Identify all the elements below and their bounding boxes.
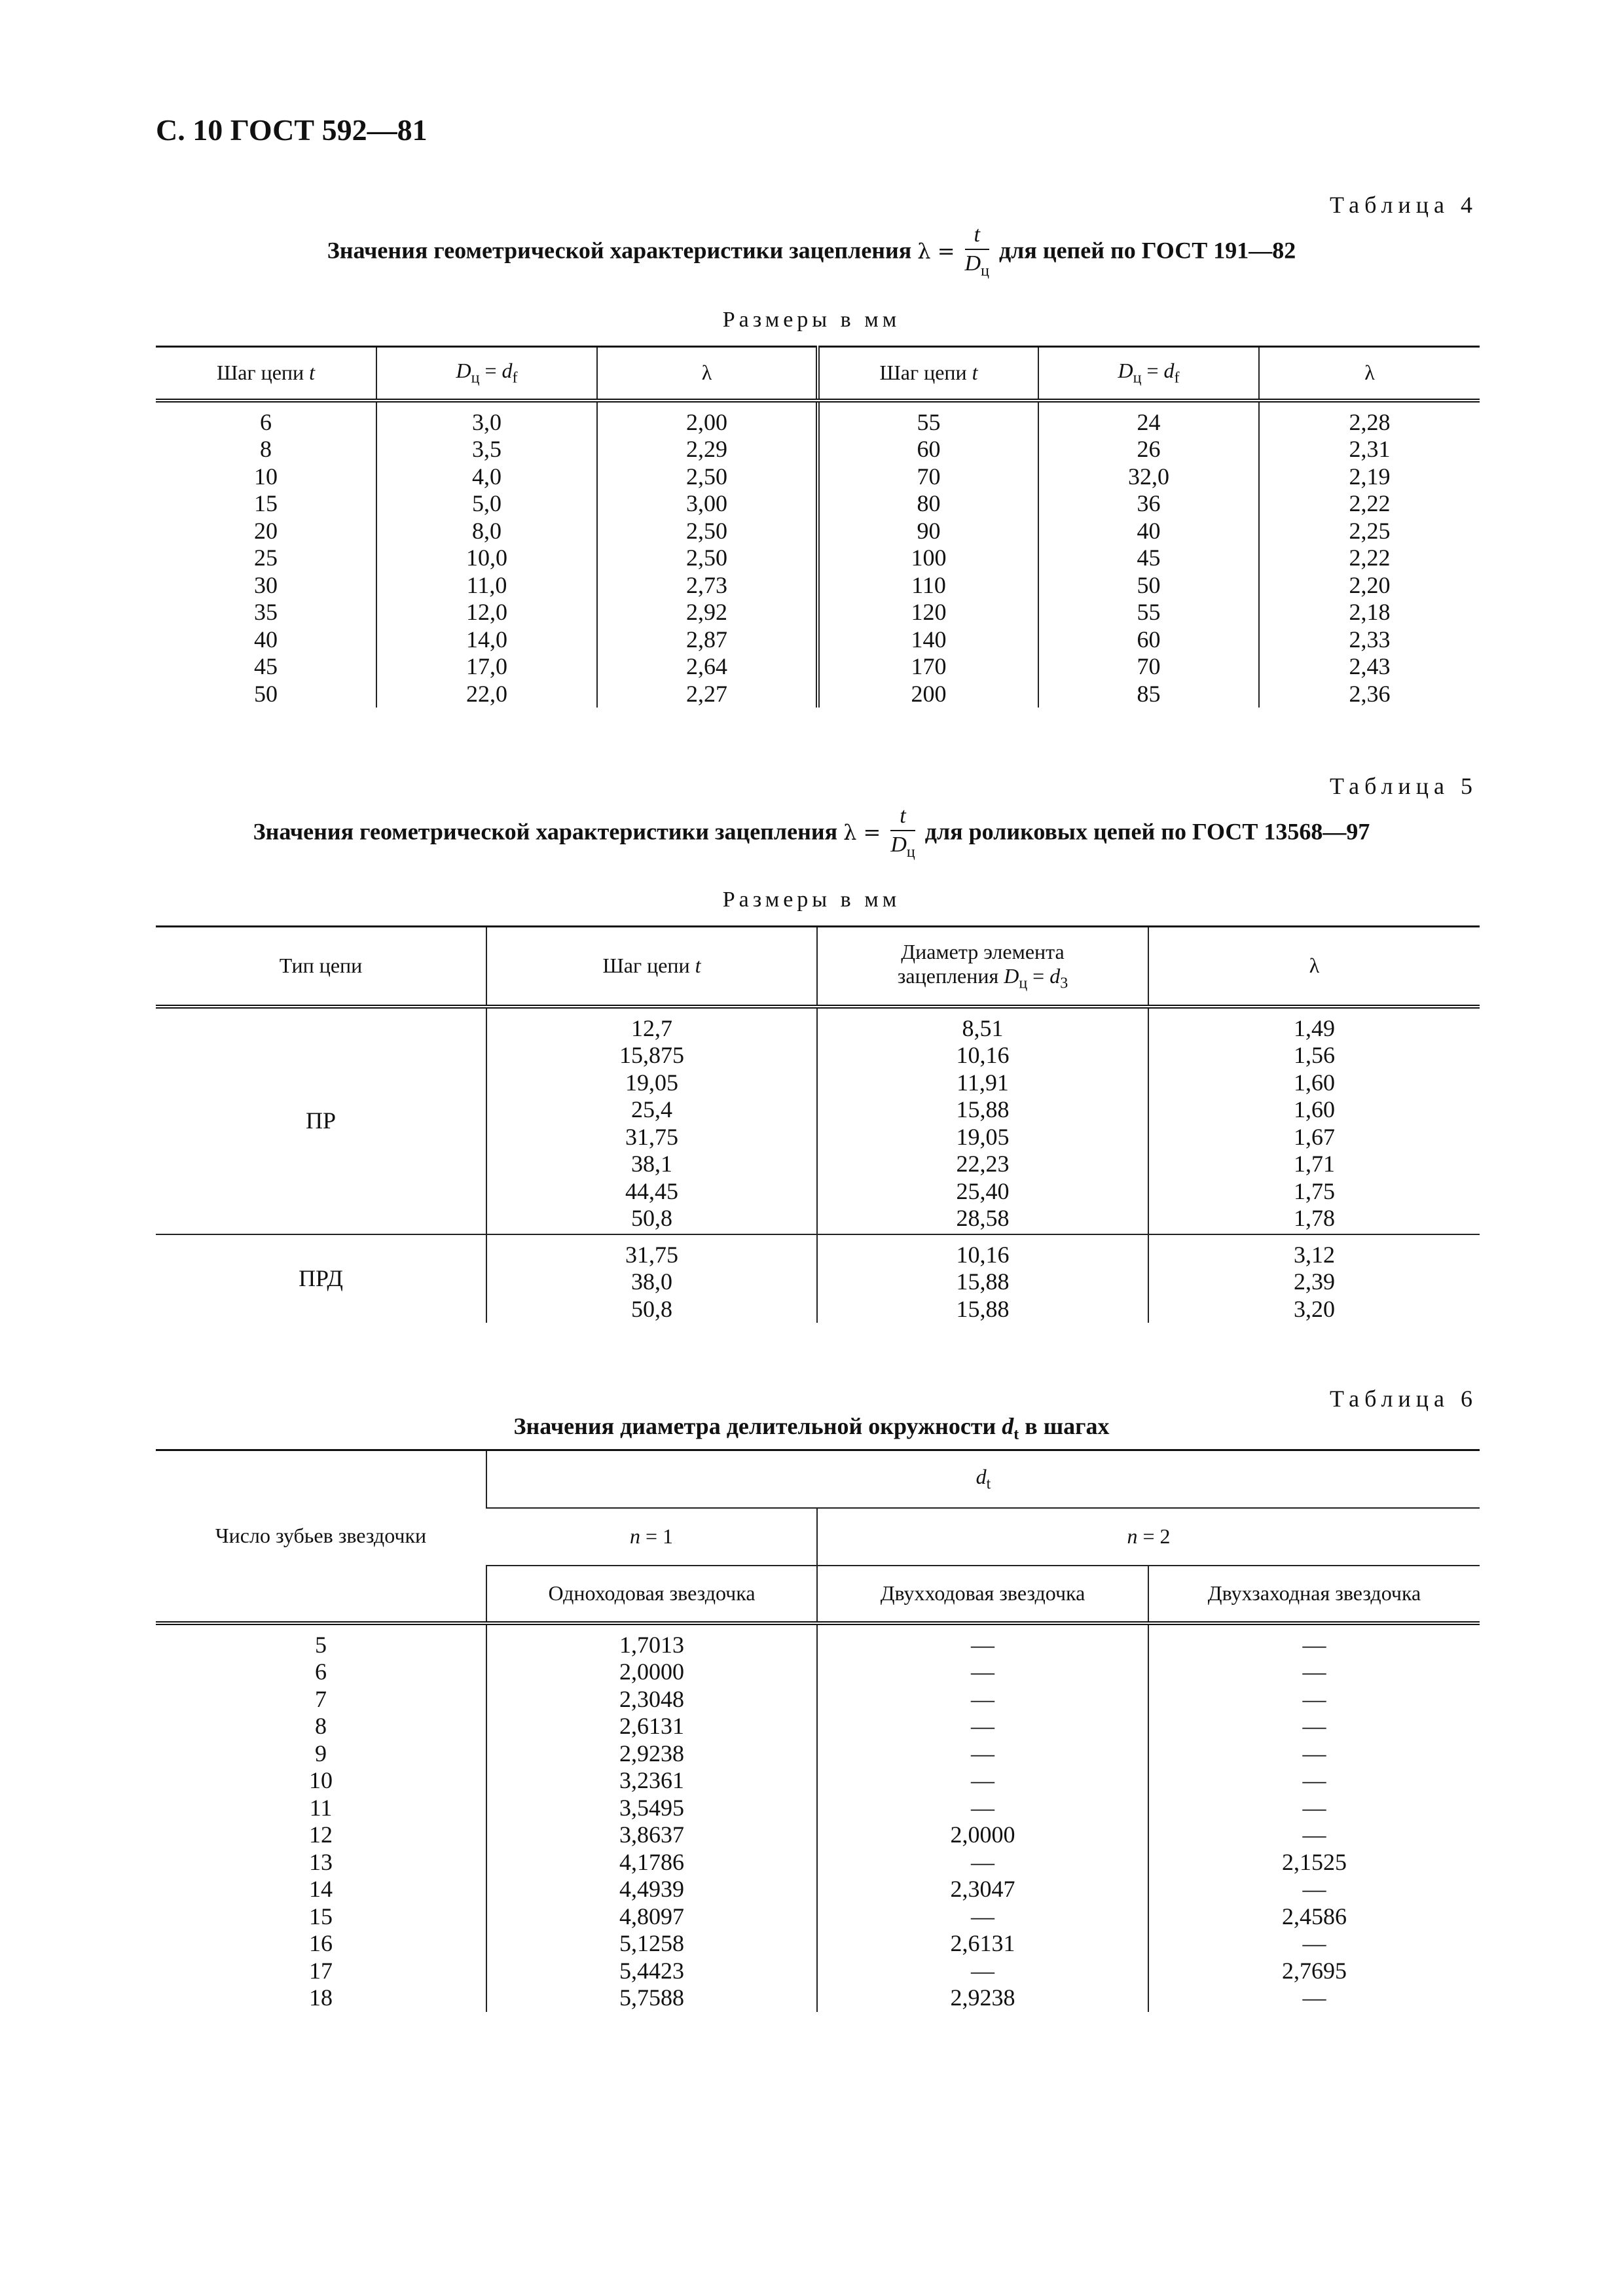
table5-pr-pitch: 12,7 15,875 19,05 25,4 31,75 38,1 44,45 50,8 [486,1007,817,1234]
page-header: С. 10 ГОСТ 592—81 [156,113,428,147]
table4-col-lambda-2: 2,28 2,31 2,19 2,22 2,25 2,22 2,20 2,18 2,33 2,43 2,36 [1259,401,1480,708]
table5-title-before: Значения геометрической характеристики зацепления [253,818,838,845]
table5-header-diameter [817,927,1148,1007]
table5-header-lambda: λ [1148,927,1480,1007]
table4-header-lambda-2: λ [1259,347,1480,401]
table4 [156,346,1480,708]
table6-header-teeth: Число зубьев звездочки [156,1450,486,1623]
table5 [156,925,1480,1323]
table4-col-pitch: 6 8 10 15 20 25 30 35 40 45 50 [254,408,278,707]
table5-header-pitch: Шаг цепи t [486,927,817,1007]
lambda-formula: $\frac{t}{D_ц}$ [964,223,989,279]
table4-title [0,221,1623,285]
table5-prd-diameter: 10,16 15,88 15,88 [817,1234,1148,1323]
table5-prd-lambda: 3,12 2,39 3,20 [1148,1234,1480,1323]
table4-label: Таблица 4 [1330,192,1478,218]
table4-col-lambda: 2,00 2,29 2,50 3,00 2,50 2,50 2,73 2,92 2,87 2,64 2,27 [597,401,818,708]
table4-units: Размеры в мм [722,308,901,332]
table-row [156,1234,1480,1323]
table6-col-single: 1,7013 2,0000 2,3048 2,6131 2,9238 3,2361 3,5495 3,8637 4,1786 4,4939 4,8097 5,1258 5,4423 5,7588 [486,1623,817,2012]
table6-header-twostart: Двухзаходная звездочка [1148,1566,1480,1623]
table6-title: Значения диаметра делительной окружности $d_t$ в шагах [513,1413,1110,1444]
table4-col-diameter-2: 24 26 32,0 36 40 45 50 55 60 70 85 [1038,401,1259,708]
table4-col-pitch-2: 55 60 70 80 90 100 110 120 140 170 200 [818,401,1038,708]
table6-header-dt: $d_t$ [486,1450,1480,1508]
table5-label: Таблица 5 [1330,773,1478,799]
table5-header-diameter-line2: зацепления $D_ц = d_3$ [897,963,1068,992]
table4-header-lambda: λ [597,347,818,401]
table6-title-text [0,0,1,1]
lambda-formula: $\frac{t}{D_ц}$ [890,804,915,861]
table4-header-diameter-2: $D_ц = d_f$ [1038,347,1259,401]
table-row [156,1623,1480,2012]
table6-col-twostart: — — — — — — — — 2,1525 — 2,4586 — 2,7695 — [1148,1623,1480,2012]
table-row [156,401,1480,708]
table4-header-pitch: Шаг цепи t [156,347,376,401]
lambda-symbol: λ = [843,819,881,845]
table4-col-diameter: 3,0 3,5 4,0 5,0 8,0 10,0 11,0 12,0 14,0 17,0 22,0 [376,401,597,708]
table4-title-after: для цепей по ГОСТ 191—82 [998,237,1296,264]
table6-col-double: — — — — — — — 2,0000 — 2,3047 — 2,6131 — 2,9238 [817,1623,1148,2012]
table5-pr-diameter: 8,51 10,16 11,91 15,88 19,05 22,23 25,40 28,58 [817,1007,1148,1234]
table4-header-diameter: $D_ц = d_f$ [376,347,597,401]
table6-header-double: Двухходовая звездочка [817,1566,1148,1623]
table4-title-before: Значения геометрической характеристики зацепления [327,237,912,264]
table6-header-n1: n = 1 [486,1508,817,1566]
table5-title [0,802,1623,866]
table6 [156,1449,1480,2012]
table-row [156,1007,1480,1234]
table5-pr-lambda: 1,49 1,56 1,60 1,60 1,67 1,71 1,75 1,78 [1148,1007,1480,1234]
table5-header-diameter-line1: Диаметр элемента [901,939,1065,963]
table5-units: Размеры в мм [722,888,901,912]
table6-col-teeth: 5 6 7 8 9 10 11 12 13 14 15 16 17 18 [309,1631,333,2011]
table5-prd-pitch: 31,75 38,0 50,8 [486,1234,817,1323]
table5-type-pr: ПР [305,1107,337,1134]
table6-header-single: Одноходовая звездочка [486,1566,817,1623]
table5-header-type: Тип цепи [156,927,486,1007]
lambda-symbol: λ = [917,238,955,264]
table5-title-after: для роликовых цепей по ГОСТ 13568—97 [924,818,1370,845]
table6-header-n2: n = 2 [817,1508,1480,1566]
table4-header-pitch-2: Шаг цепи t [818,347,1038,401]
table6-label: Таблица 6 [1330,1386,1478,1412]
table5-type-prd: ПРД [156,1234,486,1323]
